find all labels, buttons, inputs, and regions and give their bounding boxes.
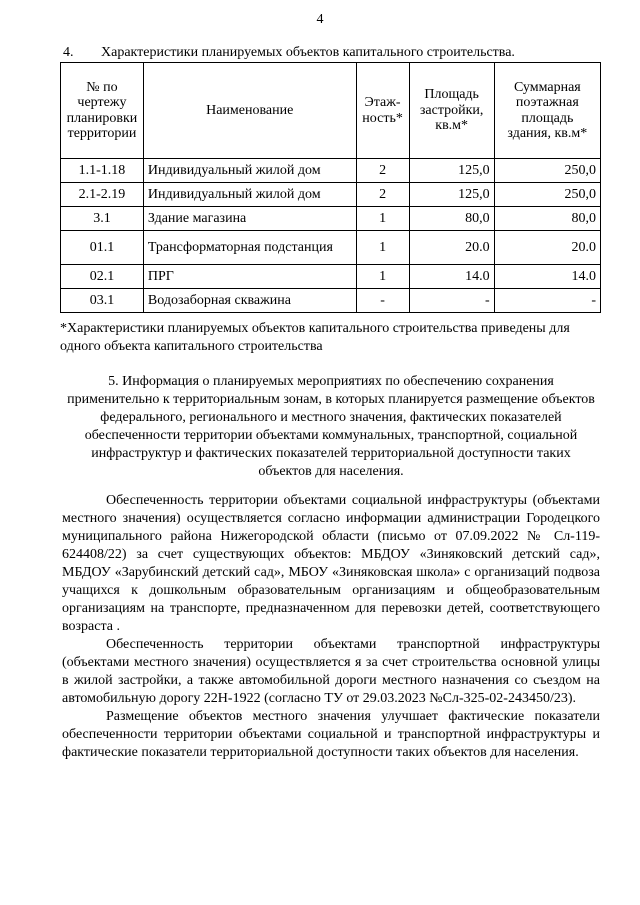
- body-text: [62, 492, 600, 762]
- characteristics-table: [60, 62, 601, 313]
- header-built-area: Площадь застройки, кв.м*: [409, 63, 494, 159]
- table-row: [61, 265, 601, 289]
- cell-number: 03.1: [61, 289, 144, 313]
- section-4-title: Характеристики планируемых объектов капитального строительства.: [101, 45, 515, 60]
- table-row: [61, 289, 601, 313]
- cell-name: ПРГ: [143, 265, 356, 289]
- header-drawing-number: № по чертежу планировки территории: [61, 63, 144, 159]
- cell-built-area: 125,0: [409, 183, 494, 207]
- cell-number: 3.1: [61, 207, 144, 231]
- cell-number: 1.1-1.18: [61, 159, 144, 183]
- cell-name: Индивидуальный жилой дом: [143, 159, 356, 183]
- cell-built-area: 80,0: [409, 207, 494, 231]
- table-row: [61, 207, 601, 231]
- table-row: [61, 159, 601, 183]
- cell-built-area: -: [409, 289, 494, 313]
- paragraph-transport-infrastructure: Обеспеченность территории объектами транспортной инфраструктуры (объектами местного значения) осуществляется я за счет строительства основной улицы в жилой застройки, а также автомобильной дороги местного назначения со съездом на автомобильную дорогу 22Н-1922 (согласно ТУ от 29.03.2023 №Сл-325-02-243450/23).: [62, 637, 600, 706]
- paragraph-local-objects: Размещение объектов местного значения улучшает фактические показатели обеспеченности территории объектами социальной и транспортной инфраструктуры и фактические показатели территориальной доступности таких объектов для населения.: [62, 709, 600, 760]
- cell-number: 2.1-2.19: [61, 183, 144, 207]
- header-floors: Этаж-ность*: [356, 63, 409, 159]
- cell-floors: 2: [356, 183, 409, 207]
- table-row: [61, 183, 601, 207]
- cell-total-area: 250,0: [494, 183, 600, 207]
- page-number: 4: [316, 12, 324, 27]
- section-4-heading: [63, 45, 603, 61]
- table-footnote: *Характеристики планируемых объектов капитального строительства приведены для одного объекта капитального строительства: [60, 321, 570, 354]
- cell-total-area: 20.0: [494, 231, 600, 265]
- cell-built-area: 125,0: [409, 159, 494, 183]
- cell-name: Трансформаторная подстанция: [143, 231, 356, 265]
- cell-number: 01.1: [61, 231, 144, 265]
- header-total-floor-area: Суммарная поэтажная площадь здания, кв.м*: [494, 63, 600, 159]
- cell-number: 02.1: [61, 265, 144, 289]
- section-4-number: 4.: [63, 45, 74, 60]
- cell-built-area: 20.0: [409, 231, 494, 265]
- cell-built-area: 14.0: [409, 265, 494, 289]
- table-row: [61, 231, 601, 265]
- cell-name: Водозаборная скважина: [143, 289, 356, 313]
- cell-total-area: -: [494, 289, 600, 313]
- paragraph-social-infrastructure: Обеспеченность территории объектами социальной инфраструктуры (объектами местного значения) осуществляется согласно информации администрации Городецкого муниципального района Нижегородской области (письмо от 07.09.2022 № Сл-119-624408/22) за счет существующих объектов: МБДОУ «Зиняковский детский сад», МБДОУ «Зарубинский детский сад», МБОУ «Зиняковская школа» с организаций подвоза учащихся к дошкольным образовательным организациям и общеобразовательным организациям на транспорте, предназначенном для перевозки детей, соответствующего возраста .: [62, 493, 600, 634]
- cell-floors: 2: [356, 159, 409, 183]
- cell-floors: 1: [356, 265, 409, 289]
- cell-floors: 1: [356, 207, 409, 231]
- cell-name: Здание магазина: [143, 207, 356, 231]
- cell-total-area: 14.0: [494, 265, 600, 289]
- cell-name: Индивидуальный жилой дом: [143, 183, 356, 207]
- cell-floors: 1: [356, 231, 409, 265]
- cell-total-area: 80,0: [494, 207, 600, 231]
- section-5-heading: 5. Информация о планируемых мероприятиях по обеспечению сохранения применительно к территориальным зонам, в которых планируется размещение объектов федерального, регионального и местного значения, фактических показателей обеспеченности территории объектами коммунальных, транспортной, социальной инфраструктур и фактических показателей территориальной доступности таких объектов для населения.: [67, 374, 595, 479]
- cell-total-area: 250,0: [494, 159, 600, 183]
- table-header-row: [61, 63, 601, 159]
- header-name: Наименование: [143, 63, 356, 159]
- cell-floors: -: [356, 289, 409, 313]
